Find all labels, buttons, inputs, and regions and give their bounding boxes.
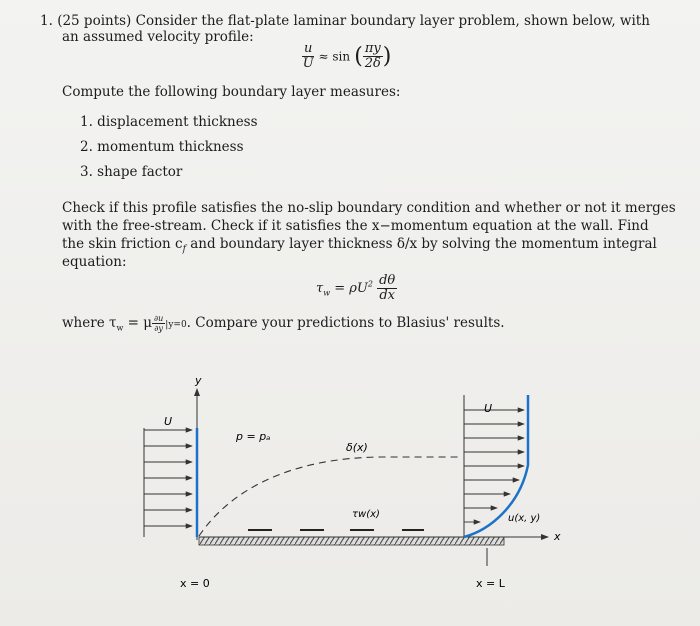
delta-label: δ(x) xyxy=(346,441,368,454)
inflow-arrows xyxy=(144,430,192,526)
where-sub: w xyxy=(116,323,124,333)
compute-heading: Compute the following boundary layer measures: xyxy=(62,84,401,100)
frac-num: πy xyxy=(364,41,381,56)
frac-den: U xyxy=(302,56,314,71)
frac-den: 2δ xyxy=(364,56,381,71)
U-left-label: U xyxy=(164,415,173,428)
approx-sin: ≈ sin xyxy=(318,49,351,64)
frac-num: ∂u xyxy=(153,314,164,323)
profile-arrows xyxy=(464,410,524,522)
xL-label: x = L xyxy=(476,577,505,590)
problem-number: 1. xyxy=(40,13,53,29)
frac-num: u xyxy=(304,41,313,56)
x0-label: x = 0 xyxy=(180,577,210,590)
tau-subscript: w xyxy=(323,288,331,298)
problem-intro-text: Consider the flat-plate laminar boundary layer problem, shown below, with xyxy=(135,13,650,29)
tau-label: τw(x) xyxy=(352,509,380,520)
pressure-label: p = pₐ xyxy=(236,430,271,443)
y-axis-label: y xyxy=(195,374,202,387)
check-line3-a: the skin friction c xyxy=(62,236,183,252)
paren-close: ) xyxy=(382,44,392,69)
where-prefix: where τ xyxy=(62,315,117,331)
frac-den: ∂y xyxy=(154,324,163,333)
frac-num: dθ xyxy=(379,273,396,288)
flat-plate xyxy=(199,537,504,545)
tau-symbol: τ xyxy=(316,281,324,296)
cf-subscript: f xyxy=(182,244,186,255)
measure-item: 3. shape factor xyxy=(80,164,183,180)
measure-item: 2. momentum thickness xyxy=(80,139,244,155)
check-line4: equation: xyxy=(62,254,127,270)
problem-intro-line2: an assumed velocity profile: xyxy=(62,29,254,45)
boundary-layer-edge-dashed xyxy=(199,457,462,536)
problem-points: (25 points) xyxy=(57,13,132,29)
frac-den: dx xyxy=(379,288,395,303)
check-line2: with the free-stream. Check if it satisfies the x−momentum equation at the wall. Find xyxy=(62,218,649,234)
check-line1: Check if this profile satisfies the no-slip boundary condition and whether or not it merges xyxy=(62,200,676,216)
where-mid: = μ xyxy=(123,315,152,331)
measure-item: 1. displacement thickness xyxy=(80,114,258,130)
check-line3-b: and boundary layer thickness δ/x by solving the momentum integral xyxy=(185,236,657,252)
U-right-label: U xyxy=(484,402,493,415)
profile-label: u(x, y) xyxy=(508,513,541,524)
rho-U: = ρU xyxy=(334,281,368,296)
x-axis-label: x xyxy=(554,530,561,543)
where-eval: |y=0 xyxy=(165,320,187,330)
paren-open: ( xyxy=(354,44,363,69)
where-suffix: . Compare your predictions to Blasius' results. xyxy=(186,315,505,331)
U-exponent: 2 xyxy=(367,279,373,289)
